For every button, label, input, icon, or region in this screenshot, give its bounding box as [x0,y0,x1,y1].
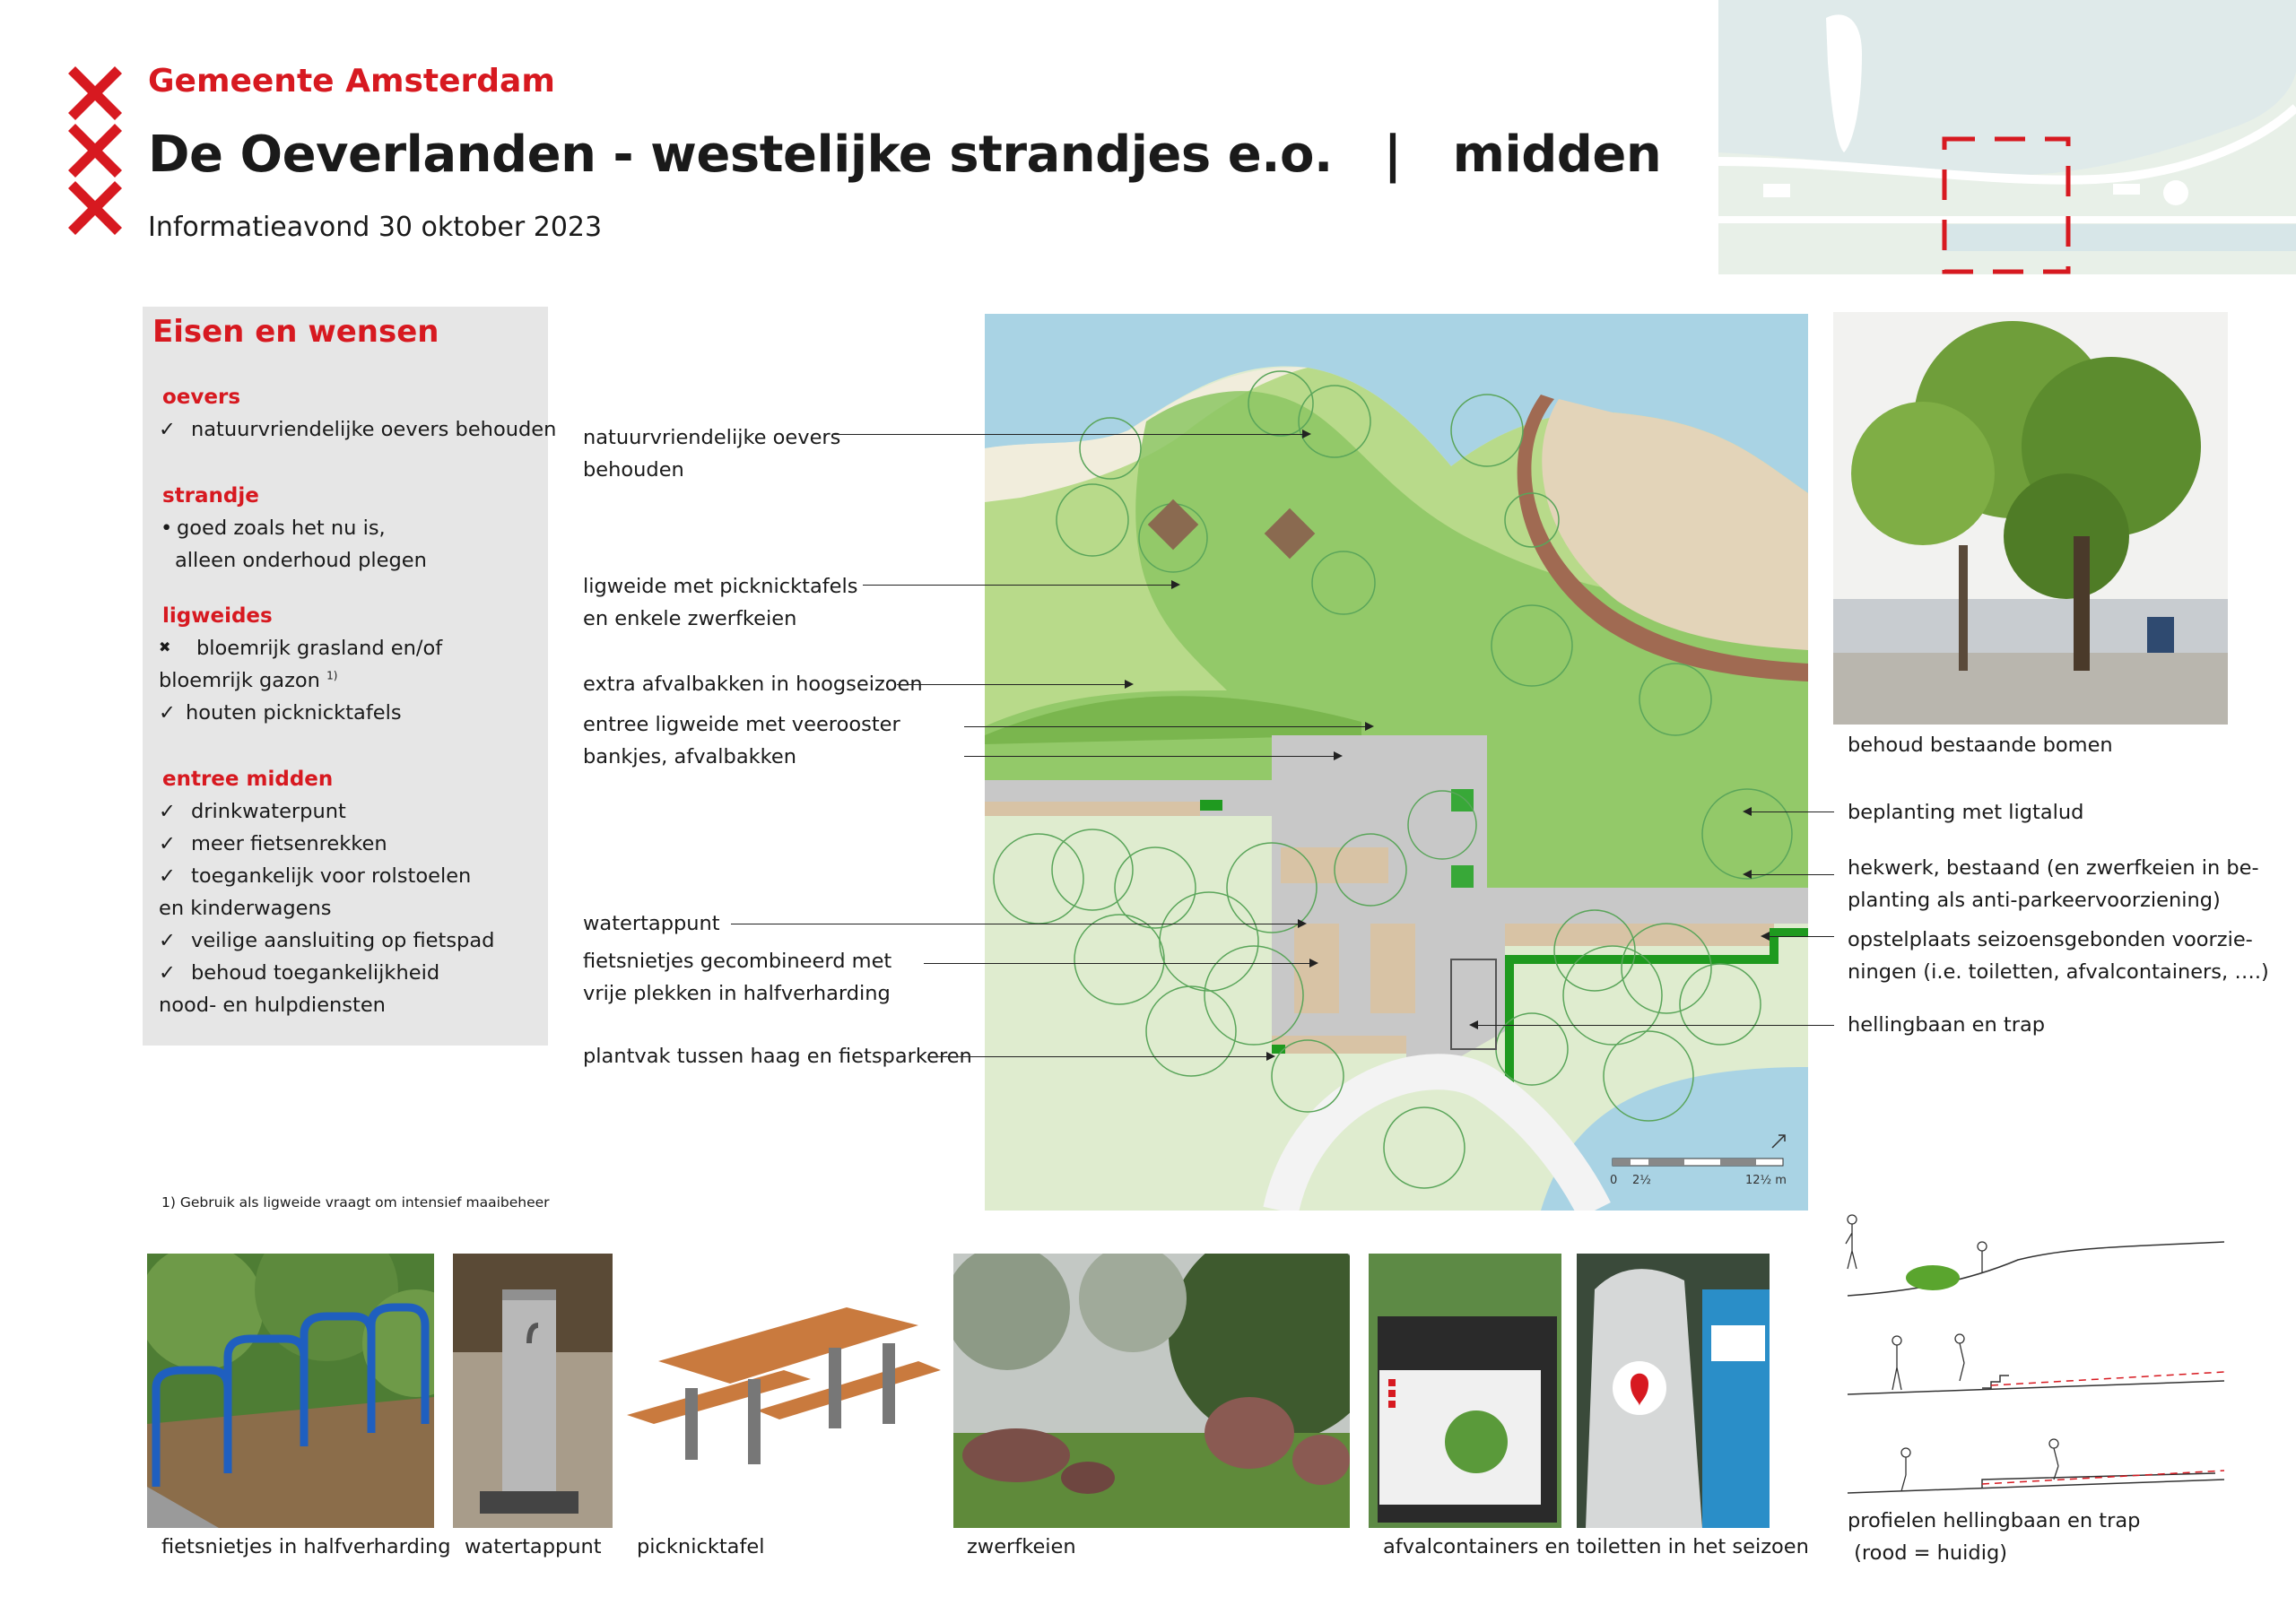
annotation-hekwerk: hekwerk, bestaand (en zwerfkeien in be- planting als anti-parkeervoorziening) [1848,856,2259,912]
scale-end: 12½ m [1745,1174,1787,1187]
cross-icon-1 [68,66,122,120]
list-item: ✓ veilige aansluiting op fietspad [159,929,495,952]
list-item: ✓ houten picknicktafels [159,701,402,725]
list-item: ✓ toegankelijk voor rolstoelen [159,864,472,888]
photo-waste-containers [1369,1254,1561,1528]
check-icon: ✓ [159,418,176,441]
list-item: • goed zoals het nu is, [161,516,386,540]
list-item: ✖ bloemrijk grasland en/of [159,637,443,660]
list-item: ✓ meer fietsenrekken [159,832,387,855]
scale-mid: 2½ [1632,1174,1651,1187]
organization-name: Gemeente Amsterdam [148,63,555,100]
annotation-beplanting: beplanting met ligtalud [1848,801,2084,824]
site-plan [985,314,1808,1211]
leader-line [964,756,1341,757]
caption-afvalcontainers: afvalcontainers en toiletten in het seizoen [1383,1535,1809,1558]
annotation-watertappunt: watertappunt [583,912,720,935]
leader-line [863,585,1178,586]
leader-line [964,726,1372,727]
footnote: 1) Gebruik als ligweide vraagt om intensief maaibeheer [161,1194,550,1211]
section-heading-strandje: strandje [162,484,259,508]
scale-zero: 0 [1610,1174,1618,1187]
check-icon: ✓ [159,832,176,855]
caption-picknicktafel: picknicktafel [637,1535,765,1558]
section-heading-oevers: oevers [162,386,241,409]
list-item: ✓ behoud toegankelijkheid [159,961,440,985]
caption-fietsnietjes: fietsnietjes in halfverharding [161,1535,451,1558]
annotation-ligweide: ligweide met picknicktafels en enkele zwerfkeien [583,575,858,630]
section-heading-ligweides: ligweides [162,604,273,628]
annotation-opstelplaats: opstelplaats seizoensgebonden voorzie- ningen (i.e. toiletten, afvalcontainers, ….) [1848,928,2269,984]
check-icon: ✓ [159,800,176,823]
photo-toilets [1577,1254,1770,1528]
requirements-panel [143,307,557,1046]
annotation-entree: entree ligweide met veerooster bankjes, afvalbakken [583,713,900,768]
check-icon: ✓ [159,961,176,985]
leader-line [897,684,1132,685]
photo-boulders [953,1254,1350,1528]
list-item: nood- en hulpdiensten [159,994,386,1017]
leader-line [834,434,1309,435]
leader-line [1744,874,1834,875]
caption-zwerfkeien: zwerfkeien [967,1535,1076,1558]
section-heading-entree-midden: entree midden [162,768,334,791]
check-icon: ✓ [159,929,176,952]
requirements-title: Eisen en wensen [152,314,439,350]
leader-line [1762,936,1834,937]
list-item: en kinderwagens [159,897,332,920]
bullet-icon: • [161,516,173,540]
people-figures-icon [1846,1215,2058,1491]
annotation-fietsnietjes: fietsnietjes gecombineerd met vrije plekken in halfverharding [583,950,892,1005]
photo-picnic-table [622,1254,945,1528]
photo-existing-trees [1833,312,2228,725]
cross-icon-2 [68,124,122,178]
annotation-plantvak: plantvak tussen haag en fietsparkeren [583,1045,972,1068]
leader-line [935,1056,1274,1057]
amsterdam-crosses-logo [68,66,122,237]
leader-line [1471,1025,1834,1026]
caption-behoud-bomen: behoud bestaande bomen [1848,733,2113,757]
photo-bike-racks [147,1254,434,1528]
page-subtitle: Informatieavond 30 oktober 2023 [148,212,603,243]
cross-mark-icon: ✖ [159,638,171,655]
annotation-oevers: natuurvriendelijke oevers behouden [583,426,841,482]
annotation-hellingbaan: hellingbaan en trap [1848,1013,2046,1037]
footnote-ref: 1) [326,669,338,682]
page-title: De Oeverlanden - westelijke strandjes e.o. | midden [148,126,1662,184]
list-item: alleen onderhoud plegen [175,549,427,572]
list-item: ✓ drinkwaterpunt [159,800,346,823]
profiles-diagram [1839,1206,2233,1502]
list-item: ✓ natuurvriendelijke oevers behouden [159,418,557,441]
location-map [1718,0,2296,274]
leader-line [924,963,1317,964]
list-item: bloemrijk gazon $^{1)}$ [159,669,338,692]
cross-icon-3 [68,181,122,235]
caption-profielen: profielen hellingbaan en trap (rood = huidig) [1848,1509,2141,1565]
caption-watertappunt: watertappunt [465,1535,602,1558]
check-icon: ✓ [159,864,176,888]
annotation-afvalbakken: extra afvalbakken in hoogseizoen [583,673,923,696]
check-icon: ✓ [159,701,176,725]
photo-water-tap [453,1254,613,1528]
